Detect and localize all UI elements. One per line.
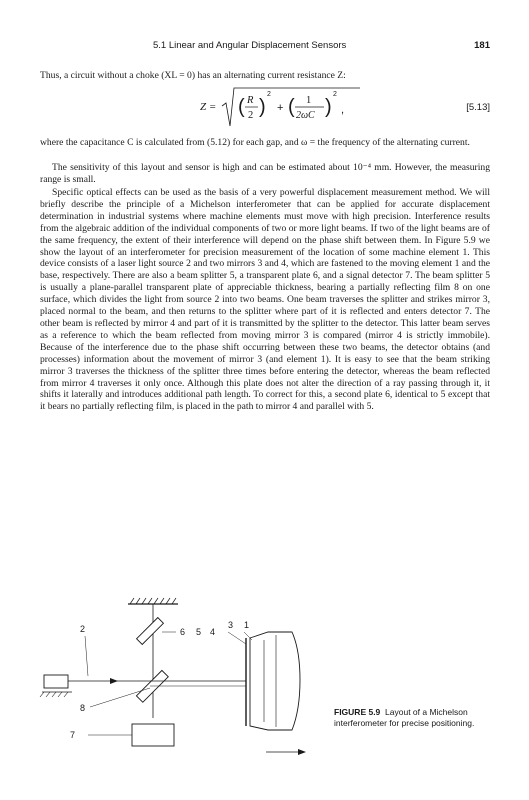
beam-splitter-5 [136,670,168,702]
label-6: 6 [180,627,186,637]
running-header [40,40,490,54]
beam-arrow [110,678,118,684]
intro-paragraph: Thus, a circuit without a choke (XL = 0) has an alternating current resistance Z: [40,70,346,81]
eq-plus: + [277,102,284,114]
caption-label: FIGURE 5.9 [334,707,381,717]
equation-number: [5.13] [466,102,490,113]
paren-left-2: ( [288,96,295,118]
mirror-4-hatch [130,598,176,604]
signal-detector-7 [132,724,174,746]
section-title: 5.1 Linear and Angular Displacement Sensors [153,40,347,51]
caption-text: Layout of a Michelson interferometer for precise positioning. [334,707,475,728]
paren-right-2: ) [325,96,332,118]
optical-paragraph: Specific optical effects can be used as the basis of a very powerful displacement measurement method. We will briefly describe the principle of a Michelson interferometer that can be applied for accurate displacement determination in industrial systems where machine elements must move with high precision. Interference results from the algebraic addition of the individual components of two or more light beams. If two of the light beams are of the same frequency, the extent of their interference will depend on the phase shift between them. In Figure 5.9 we show the layout of an interferometer for precision measurement of the location of some machine element 1. This device consists of a laser light source 2 and two mirrors 3 and 4, which are fastened to the moving element 1 and the base, respectively. There are also a beam splitter 5, a transparent plate 6, and a signal detector 7. The beam splitter 5 is usually a plane-parallel transparent plate of appreciable thickness, bearing a partially reflecting film 8 on one surface, which divides the light from source 2 into two beams. One beam traverses the splitter and strikes mirror 3, placed normal to the beam, and then returns to the splitter where part of it is reflected and enters detector 7. The other beam is reflected by mirror 4 and part of it is transmitted by the splitter to the detector. This latter beam serves as a reference to which the beam reflected from moving mirror 3 is compared (mirror 4 is strictly immobile). Because of the interference due to the phase shift occurring between these two beams, the detector obtains (and processes) information about the movement of mirror 3 (and element 1). It is easy to see that the beam striking mirror 3 traverses the thickness of the splitter three times before entering the detector, whereas the beam reflected from mirror 4 traverses it only once. Although this plate does not alter the direction of a ray passing through it, it shifts it laterally and introduces additional path length. To correct for this, a second plate 6, identical to 5 except that it bears no partially reflecting film, is placed in the path to mirror 4 and parallel with 5. [40,187,490,413]
label-4: 4 [210,627,216,637]
label-2: 2 [80,624,86,634]
label-1: 1 [244,620,250,630]
equation-graphic [200,86,410,132]
motion-arrow-head [298,749,306,755]
eq-exp-1: 2 [267,91,271,98]
label-5: 5 [196,627,202,637]
eq-term1-den: 2 [248,110,254,121]
machine-element-1 [250,632,300,730]
paren-left-1: ( [238,96,245,118]
eq-term2-num: 1 [306,95,312,106]
figure-caption [334,707,494,729]
eq-term1-num: R [247,95,254,106]
sensitivity-paragraph: The sensitivity of this layout and sensor is high and can be estimated about 10⁻⁴ mm. However, the measuring range is small. [40,162,490,185]
eq-exp-2: 2 [333,91,337,98]
laser-source-2 [44,675,68,688]
transparent-plate-6 [137,618,164,645]
eq-term2-den: 2ωC [296,110,315,121]
label-7: 7 [70,730,76,740]
equation-5-13 [200,86,490,132]
after-equation-paragraph: where the capacitance C is calculated from (5.12) for each gap, and ω = the frequency of the alternating current. [40,137,470,148]
leader-3 [228,632,246,644]
source-base-hatch [40,692,68,697]
figure-5-9-diagram [0,580,529,780]
page-number: 181 [474,40,490,51]
paren-right-1: ) [259,96,266,118]
leader-2 [85,636,88,676]
eq-lhs: Z = [200,101,217,113]
label-3: 3 [228,620,234,630]
eq-trailing: , [341,104,345,116]
label-8: 8 [80,703,86,713]
leader-1 [244,632,252,640]
